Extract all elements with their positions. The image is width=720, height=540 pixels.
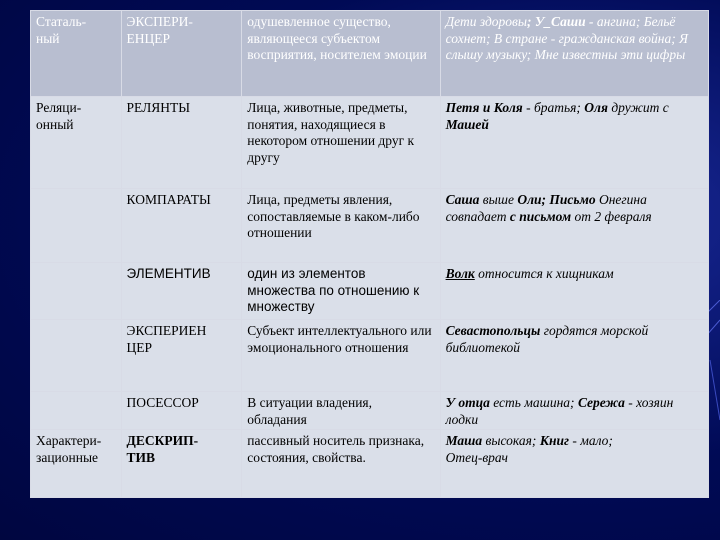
table-row: [31, 11, 709, 97]
row-role-label: РЕЛЯНТЫ: [126, 100, 191, 115]
example-fragment: ; Бельё сохнет; В стране - гражданская война; Я слышу музыку; Мне: [445, 14, 688, 62]
example-fragment: - братья;: [522, 100, 585, 115]
row-role-cell: [121, 392, 242, 430]
row-definition-cell: [242, 430, 440, 498]
row-role-cell: [121, 11, 242, 97]
row-role-cell: [121, 97, 242, 189]
row-role-label: ДЕСКРИП- ТИВ: [126, 433, 199, 465]
row-definition-text: Лица, животные, предметы, понятия, находящиеся в некотором отношении друг к другу: [247, 100, 415, 165]
table-row: [31, 189, 709, 263]
row-type-cell: [31, 430, 122, 498]
row-definition-text: Субъект интеллектуального или эмоционального отношения: [247, 323, 432, 355]
row-example-cell: [440, 430, 708, 498]
row-definition-text: один из элементов множества по отношению к множеству: [247, 266, 420, 314]
example-fragment: высокая;: [482, 433, 540, 448]
row-example-cell: [440, 11, 708, 97]
row-definition-cell: [242, 11, 440, 97]
row-type-cell: [31, 263, 122, 320]
example-fragment: Машей: [445, 116, 489, 132]
row-definition-cell: [242, 320, 440, 392]
row-role-label: ПОСЕССОР: [126, 395, 199, 410]
row-role-cell: [121, 430, 242, 498]
row-definition-cell: [242, 392, 440, 430]
row-type-label: Статаль- ный: [36, 14, 87, 46]
example-fragment: Дети здоровы: [445, 14, 528, 29]
example-fragment: Онегина совпадает: [445, 192, 647, 224]
row-role-label: ЭКСПЕРИЕН ЦЕР: [126, 323, 207, 355]
example-fragment: выше: [479, 192, 518, 207]
table-row: [31, 263, 709, 320]
example-fragment: гордятся морской библиотекой: [445, 323, 649, 355]
example-fragment: дружит с: [607, 100, 669, 115]
row-role-label: ЭЛЕМЕНТИВ: [126, 266, 211, 281]
table-row: [31, 320, 709, 392]
example-fragment: Сережа: [577, 395, 625, 410]
example-fragment: от 2 февраля: [571, 208, 652, 224]
row-definition-cell: [242, 97, 440, 189]
row-example-cell: [440, 320, 708, 392]
example-fragment: Маша: [445, 433, 483, 448]
example-fragment: Севастопольцы: [445, 323, 541, 338]
row-role-cell: [121, 320, 242, 392]
row-definition-text: одушевленное существо, являющееся субъектом восприятия, носителем эмоции: [247, 14, 427, 62]
row-role-cell: [121, 189, 242, 263]
example-fragment: У отца: [445, 395, 490, 410]
row-type-cell: [31, 97, 122, 189]
row-type-cell: [31, 189, 122, 263]
table-row: [31, 430, 709, 498]
example-fragment: Оля: [584, 100, 608, 115]
row-type-cell: [31, 320, 122, 392]
row-example-cell: [440, 189, 708, 263]
semantic-roles-table: [30, 10, 709, 498]
example-fragment: Саша: [445, 192, 480, 207]
example-fragment: Волк: [445, 266, 475, 281]
row-type-label: Характери- зационные: [36, 433, 102, 465]
row-role-cell: [121, 263, 242, 320]
row-type-cell: [31, 392, 122, 430]
row-example-cell: [440, 263, 708, 320]
example-fragment: - хозяин лодки: [445, 395, 674, 427]
example-fragment: есть машина;: [489, 395, 578, 410]
example-fragment: Книг: [539, 433, 569, 448]
row-example-cell: [440, 97, 708, 189]
row-type-label: Реляци- онный: [36, 100, 82, 132]
table-row: [31, 392, 709, 430]
row-example-cell: [440, 392, 708, 430]
row-role-label: ЭКСПЕРИ- ЕНЦЕР: [126, 14, 193, 46]
table-row: [31, 97, 709, 189]
example-fragment: с письмом: [509, 208, 572, 224]
example-fragment: - мало; Отец-врач: [445, 433, 613, 465]
row-type-cell: [31, 11, 122, 97]
example-fragment: Петя и Коля: [445, 100, 523, 115]
row-definition-text: В ситуации владения, обладания: [247, 395, 372, 427]
row-definition-text: пассивный носитель признака, состояния, свойства.: [247, 433, 425, 465]
row-definition-cell: [242, 189, 440, 263]
row-definition-cell: [242, 263, 440, 320]
example-fragment: относится к хищникам: [474, 266, 614, 281]
row-role-label: КОМПАРАТЫ: [126, 192, 211, 207]
example-fragment: ангина: [596, 14, 636, 29]
row-definition-text: Лица, предметы явления, сопоставляемые в каком-либо отношении: [247, 192, 420, 240]
example-fragment: Оли; Письмо: [517, 192, 596, 207]
example-fragment: известны эти цифры: [561, 47, 686, 62]
example-fragment: ; У_Саши -: [527, 14, 597, 29]
